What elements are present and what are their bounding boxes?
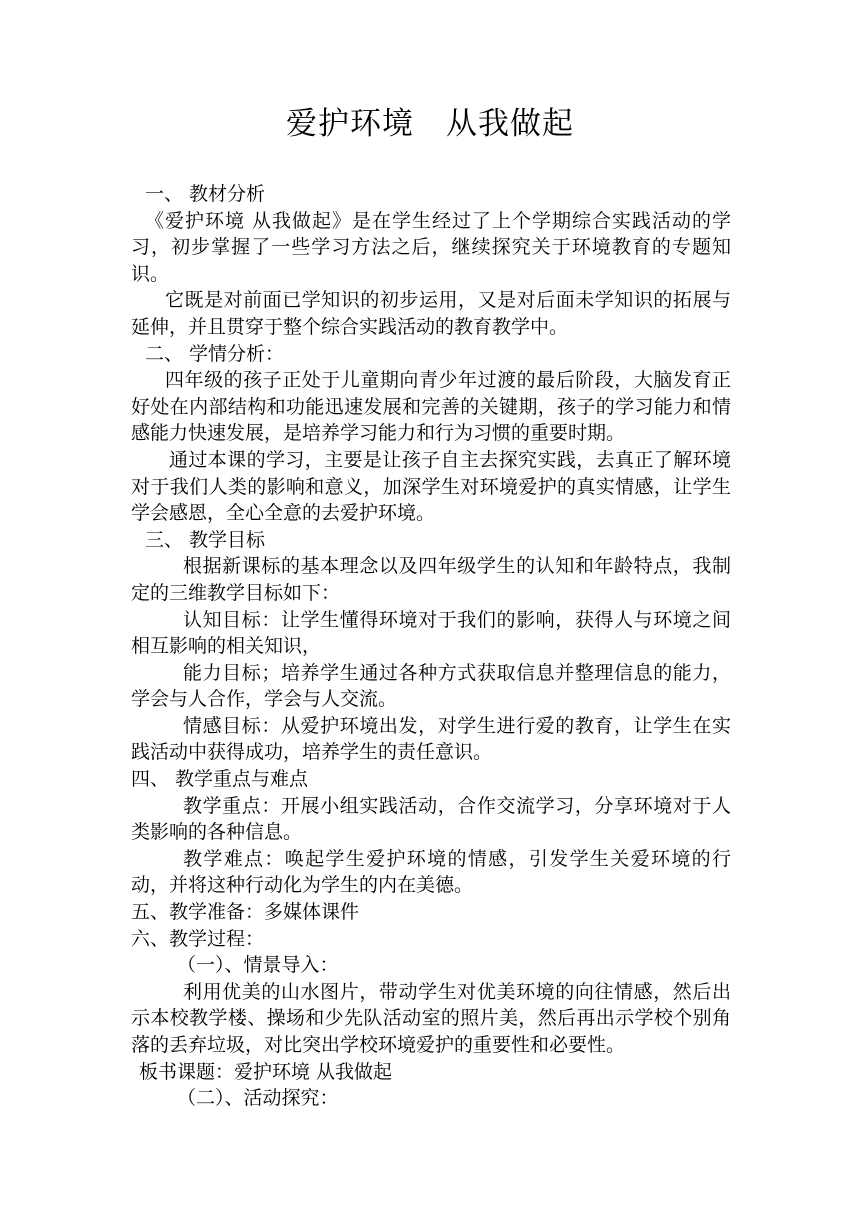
- subsection-heading-2: （二）、活动探究：: [177, 1087, 339, 1110]
- paragraph: 认知目标：让学生懂得环境对于我们的影响，获得人与环境之间相互影响的相关知识，: [131, 608, 731, 658]
- section-heading-5: 五、教学准备：多媒体课件: [131, 901, 360, 924]
- document-body: [131, 181, 731, 1112]
- document-title: 爱护环境 从我做起: [286, 106, 574, 142]
- paragraph: 通过本课的学习，主要是让孩子自主去探究实践，去真正了解环境对于我们人类的影响和意义，加深学生对环境爱护的真实情感，让学生学会感恩，全心全意的去爱护环境。: [131, 448, 731, 525]
- paragraph: 利用优美的山水图片，带动学生对优美环境的向往情感，然后出示本校教学楼、操场和少先队活动室的照片美，然后再出示学校个别角落的丢弃垃圾，对比突出学校环境爱护的重要性和必要性。: [131, 980, 731, 1056]
- section-heading-3: 三、 教学目标: [145, 528, 266, 551]
- paragraph: 情感目标：从爱护环境出发，对学生进行爱的教育，让学生在实践活动中获得成功，培养学生的责任意识。: [131, 714, 731, 764]
- section-heading-4: 四、 教学重点与难点: [131, 768, 309, 791]
- subsection-heading-1: （一）、情景导入：: [177, 954, 339, 977]
- paragraph: 《爱护环境 从我做起》是在学生经过了上个学期综合实践活动的学习，初步掌握了一些学习方法之后，继续探究关于环境教育的专题知识。: [131, 209, 731, 285]
- paragraph: 教学重点：开展小组实践活动，合作交流学习，分享环境对于人类影响的各种信息。: [131, 794, 731, 844]
- paragraph: 教学难点：唤起学生爱护环境的情感，引发学生关爱环境的行动，并将这种行动化为学生的内在美德。: [131, 847, 731, 897]
- paragraph: 能力目标；培养学生通过各种方式获取信息并整理信息的能力，学会与人合作，学会与人交流。: [131, 661, 731, 711]
- section-heading-1: 一、 教材分析: [145, 183, 266, 205]
- board-topic: 板书课题：爱护环境 从我做起: [139, 1060, 393, 1083]
- paragraph: 根据新课标的基本理念以及四年级学生的认知和年龄特点，我制定的三维教学目标如下：: [131, 555, 731, 604]
- section-heading-6: 六、教学过程：: [131, 927, 265, 950]
- section-heading-2: 二、 学情分析：: [145, 342, 285, 365]
- paragraph: 四年级的孩子正处于儿童期向青少年过渡的最后阶段，大脑发育正好处在内部结构和功能迅速发展和完善的关键期，孩子的学习能力和情感能力快速发展，是培养学习能力和行为习惯的重要时期。: [131, 369, 731, 445]
- paragraph: 它既是对前面已学知识的初步运用，又是对后面未学知识的拓展与延伸，并且贯穿于整个综合实践活动的教育教学中。: [131, 289, 731, 338]
